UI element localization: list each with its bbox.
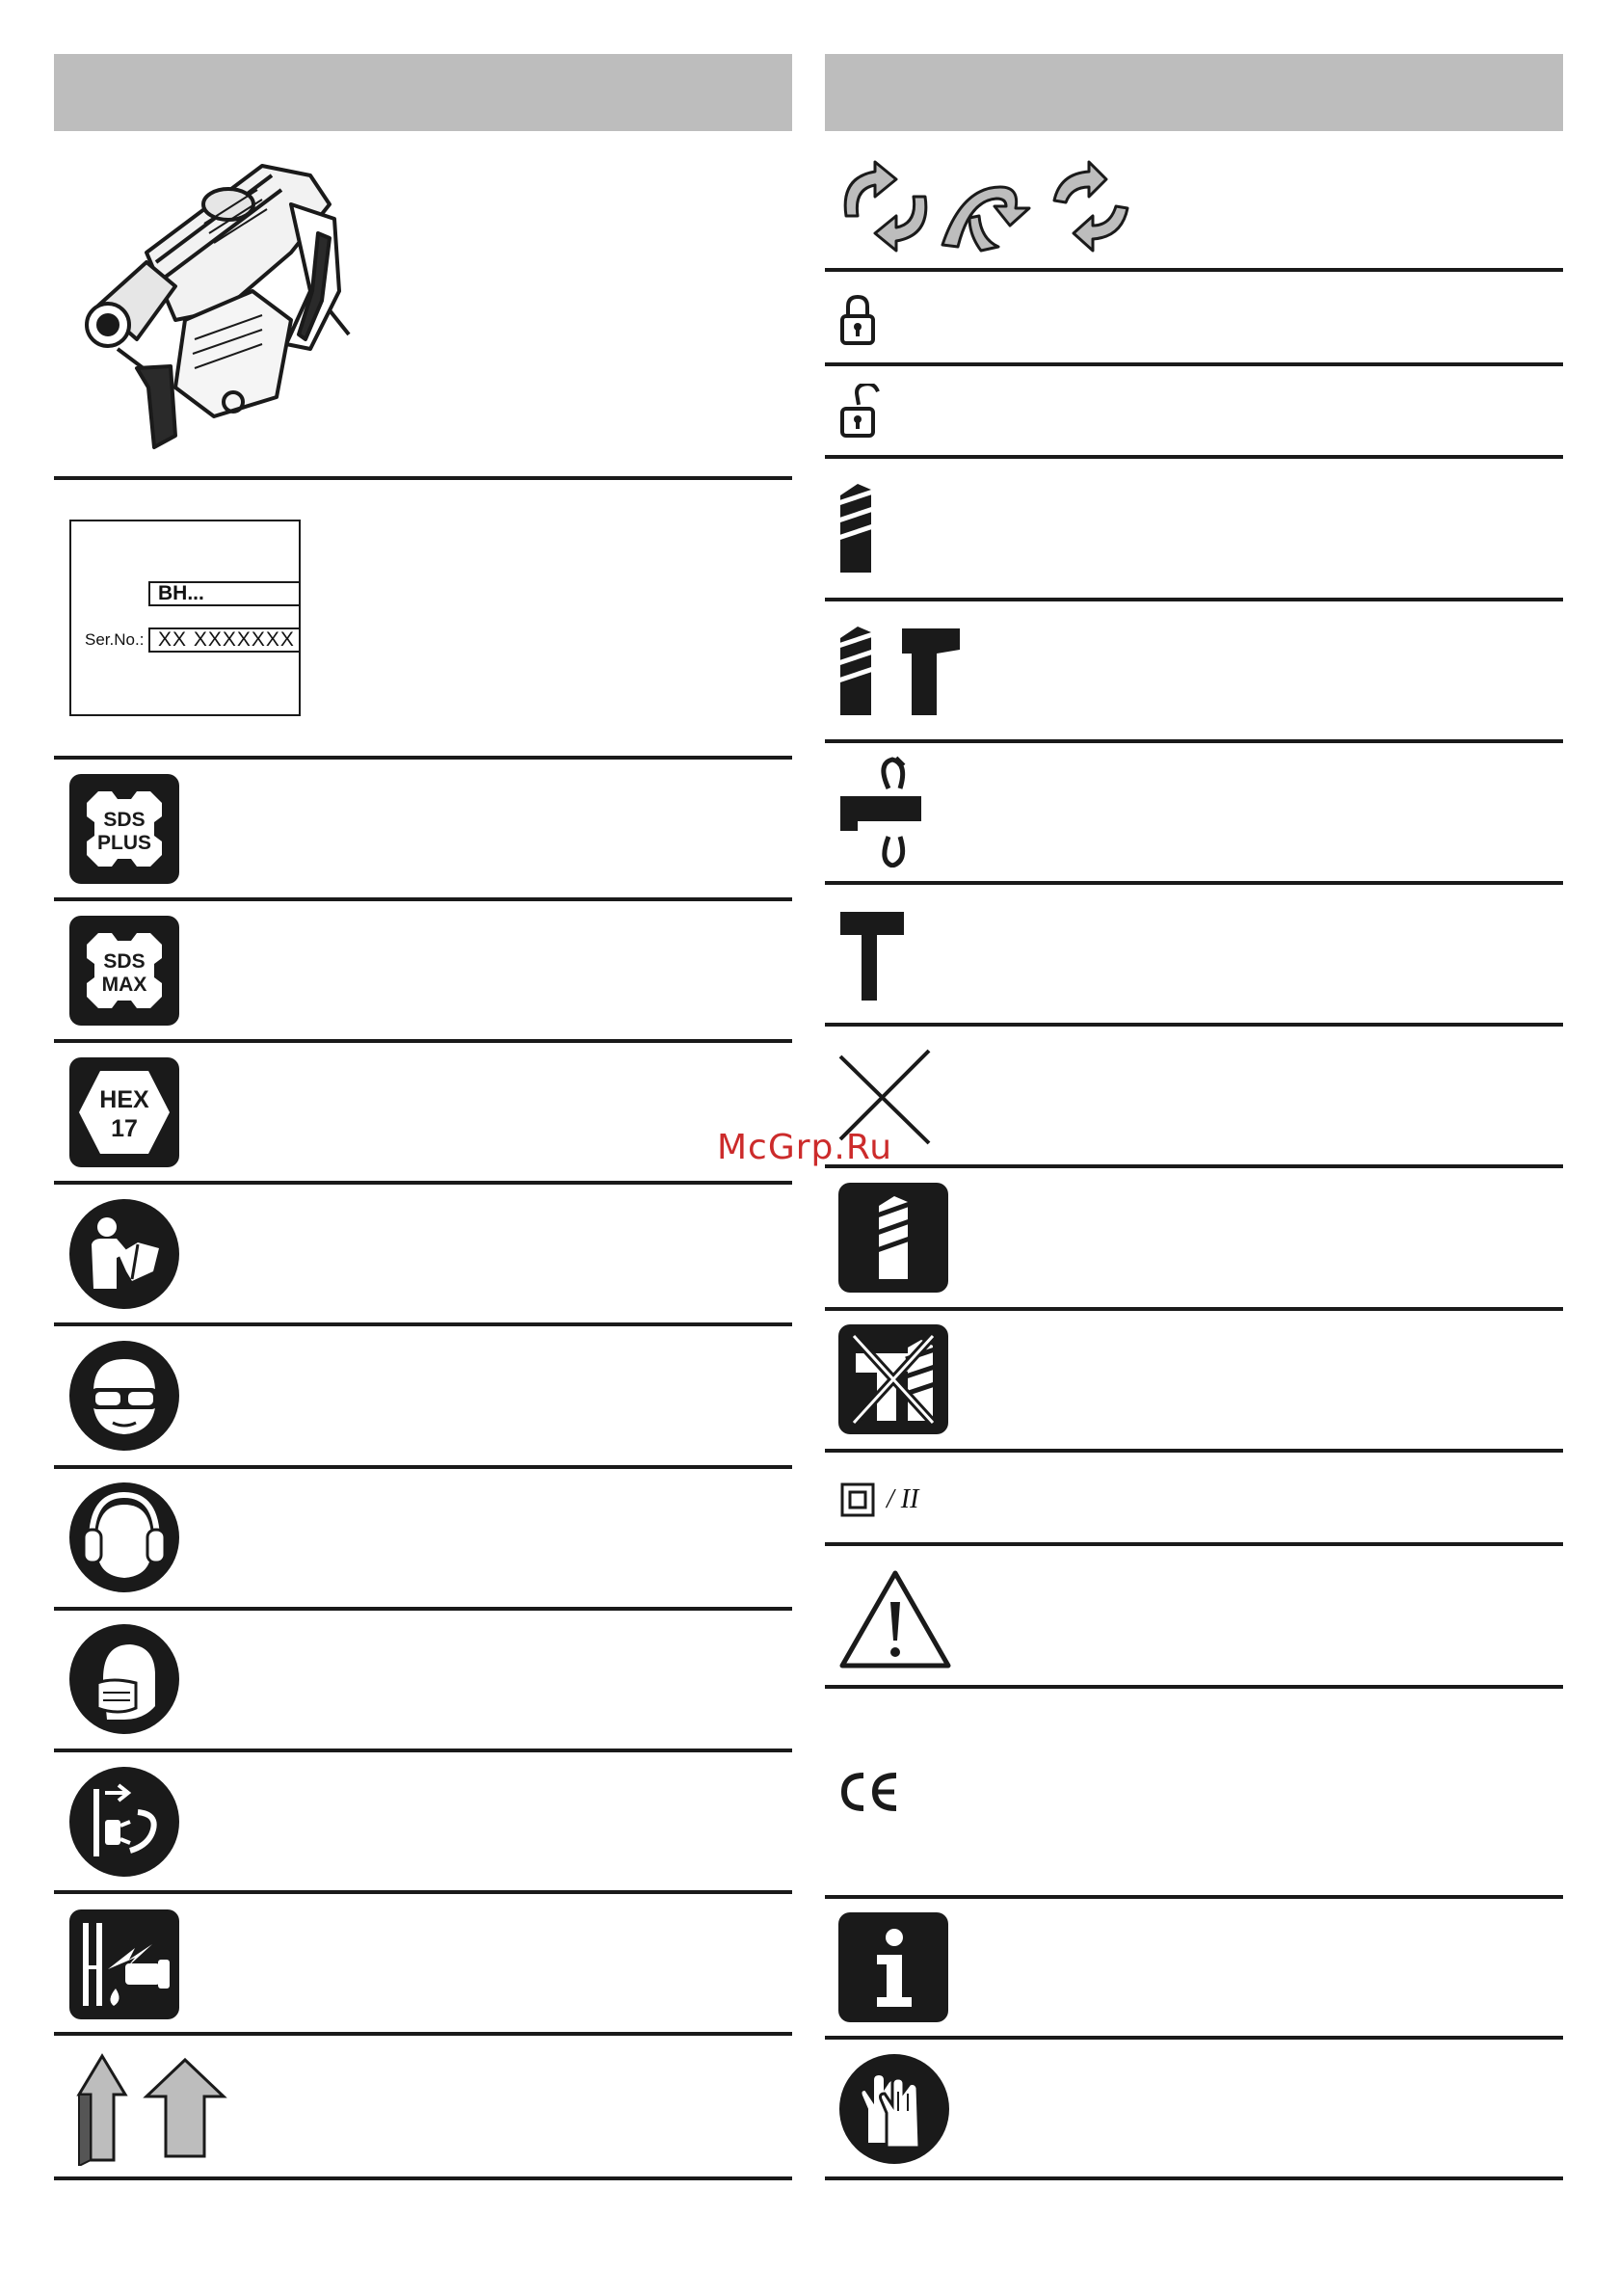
- nameplate-diagram: [69, 520, 301, 716]
- watermark-text: McGrp.Ru: [717, 1128, 893, 1167]
- right-divider: [825, 1542, 1563, 1546]
- right-divider: [825, 2176, 1563, 2180]
- class-ii-text: / II: [887, 1484, 919, 1514]
- chisel-adjust-icon: [838, 756, 935, 868]
- locked-padlock-icon: [838, 293, 877, 347]
- right-divider: [825, 598, 1563, 601]
- left-divider: [54, 1890, 792, 1894]
- left-divider: [54, 1039, 792, 1043]
- left-divider: [54, 1322, 792, 1326]
- right-divider: [825, 455, 1563, 459]
- hidden-cables-warning-icon: [69, 1909, 179, 2019]
- left-divider: [54, 756, 792, 760]
- dust-mask-icon: [68, 1623, 180, 1735]
- no-drill-mode-icon: [838, 1324, 948, 1434]
- rotation-direction-icons: [836, 158, 1145, 254]
- ear-protection-icon: [68, 1482, 180, 1593]
- right-divider: [825, 1685, 1563, 1689]
- drill-bit-icon: [838, 482, 877, 574]
- drill-and-chisel-icon: [838, 625, 964, 717]
- right-divider: [825, 739, 1563, 743]
- left-divider: [54, 1749, 792, 1752]
- right-divider: [825, 1307, 1563, 1311]
- left-divider: [54, 1181, 792, 1185]
- right-divider: [825, 2036, 1563, 2040]
- sds-plus-bottom-text: PLUS: [96, 832, 152, 854]
- read-manual-icon: [68, 1198, 180, 1310]
- sds-max-bottom-text: MAX: [101, 974, 147, 996]
- right-divider: [825, 881, 1563, 885]
- right-divider: [825, 1023, 1563, 1027]
- hex-top-text: HEX: [99, 1086, 149, 1113]
- left-divider: [54, 1465, 792, 1469]
- left-divider: [54, 476, 792, 480]
- warning-triangle-icon: [838, 1567, 952, 1669]
- left-divider: [54, 897, 792, 901]
- rotary-hammer-illustration: [69, 147, 358, 465]
- right-divider: [825, 1449, 1563, 1453]
- drill-mode-icon: [838, 1183, 948, 1293]
- right-divider: [825, 362, 1563, 366]
- right-divider: [825, 1895, 1563, 1899]
- hex-bottom-text: 17: [111, 1115, 138, 1142]
- sds-max-top-text: SDS: [103, 950, 146, 973]
- right-column-header: [825, 54, 1563, 131]
- sds-plus-icon: [69, 774, 179, 884]
- direction-arrows-icon: [69, 2048, 233, 2166]
- nameplate-model: BH...: [148, 581, 301, 606]
- sds-max-icon: [69, 916, 179, 1026]
- left-column-header: [54, 54, 792, 131]
- right-divider: [825, 1164, 1563, 1168]
- left-divider: [54, 1607, 792, 1611]
- right-divider: [825, 268, 1563, 272]
- unlocked-padlock-icon: [838, 384, 885, 440]
- nameplate-serial-value: XX XXXXXXX: [148, 627, 301, 653]
- left-divider: [54, 2176, 792, 2180]
- class-ii-insulation-icon: [840, 1482, 875, 1517]
- ce-mark-icon: [838, 1770, 902, 1814]
- unplug-icon: [68, 1766, 180, 1878]
- left-divider: [54, 2032, 792, 2036]
- hex-17-icon: [69, 1057, 179, 1167]
- sds-plus-top-text: SDS: [103, 809, 146, 831]
- nameplate-serial-caption: Ser.No.:: [85, 630, 145, 649]
- gloves-icon: [838, 2053, 950, 2165]
- chisel-icon: [838, 910, 906, 1002]
- info-icon: [838, 1912, 948, 2022]
- eye-protection-icon: [68, 1340, 180, 1452]
